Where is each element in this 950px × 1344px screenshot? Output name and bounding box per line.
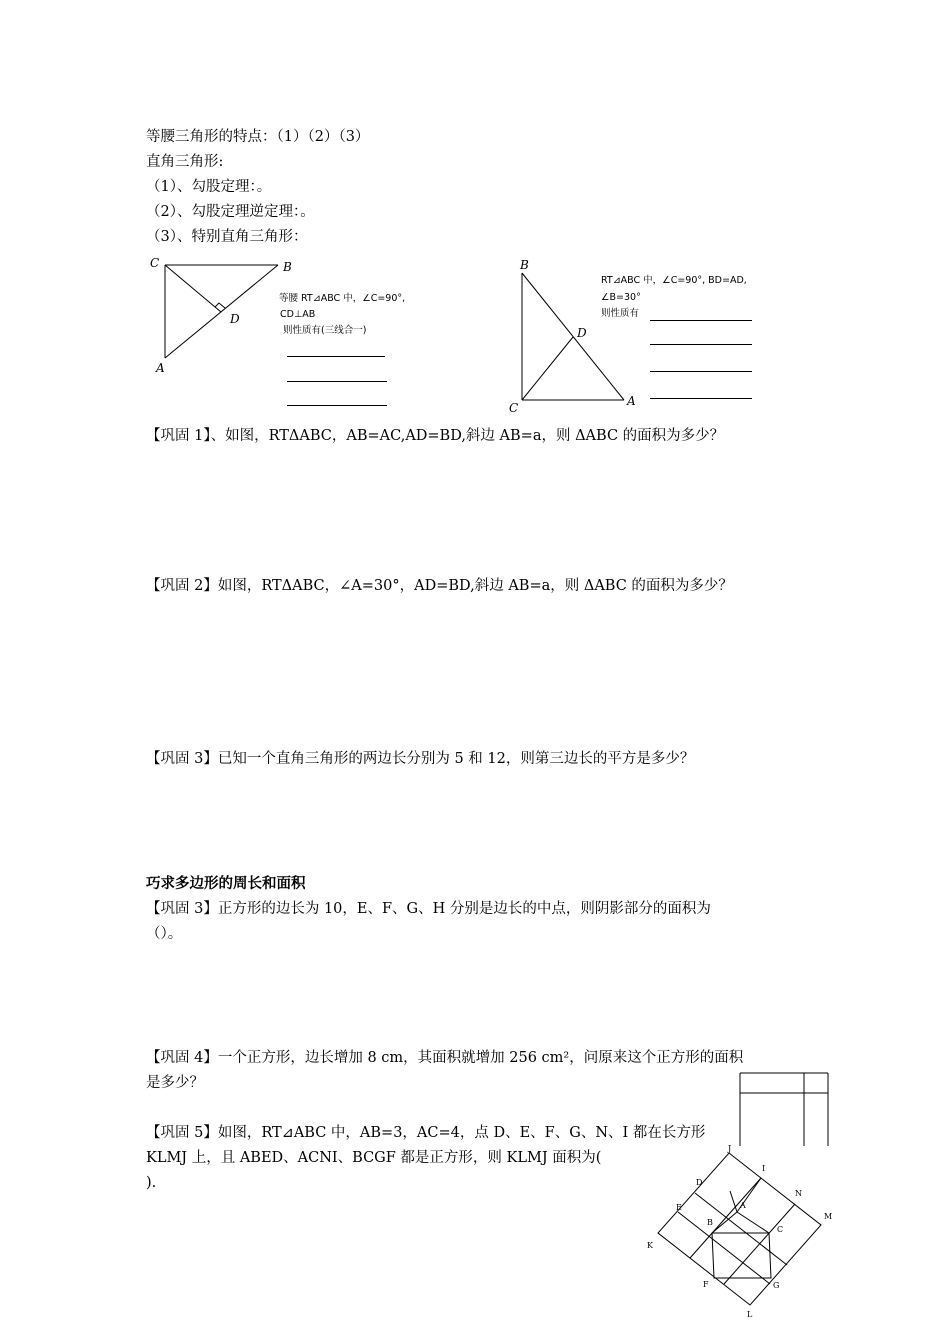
label-a: A [156, 361, 165, 375]
label-m: M [824, 1212, 833, 1221]
label-j: J [728, 1144, 732, 1153]
figure1-note-3: 则性质有(三线合一) [283, 325, 367, 336]
exercise-3: 【巩固 3】已知一个直角三角形的两边长分别为 5 和 12，则第三边长的平方是多少？ [146, 751, 695, 767]
exercise-4-line1: 【巩固 4】一个正方形，边长增加 8 cm，其面积就增加 256 cm²，问原来这个正方形的面积 [146, 1050, 744, 1066]
figure1-note-1: 等腰 RT⊿ABC 中，∠C=90°, [279, 293, 406, 304]
right-triangle-title: 直角三角形: [146, 154, 224, 170]
pythagorean-converse: （2）、勾股定理逆定理：。 [146, 204, 315, 220]
label-b: B [283, 260, 292, 274]
square-exercise-line2: （）。 [146, 926, 183, 942]
exercise-1: 【巩固 1】、如图，RTΔABC，AB=AC,AD=BD,斜边 AB=a，则 ΔABC 的面积为多少？ [146, 428, 725, 444]
label-b: B [520, 258, 529, 272]
right-angle-mark [215, 303, 225, 308]
square-bcgf [712, 1233, 771, 1278]
label-d: D [577, 326, 587, 340]
label-f: F [703, 1280, 709, 1289]
label-n: N [795, 1189, 802, 1198]
figure1-note-2: CD⊥AB [280, 309, 316, 320]
answer-blank [287, 356, 385, 357]
answer-blank [650, 344, 752, 345]
exercise-5-line3: ). [146, 1175, 157, 1191]
exercise-5-line1: 【巩固 5】如图，RT⊿ABC 中，AB=3，AC=4，点 D、E、F、G、N、I 都在长方形 [146, 1125, 706, 1141]
figure2-note-2: ∠B=30° [601, 292, 641, 303]
exercise-2: 【巩固 2】如图，RTΔABC，∠A=30°，AD=BD,斜边 AB=a，则 ΔABC 的面积为多少？ [146, 578, 733, 594]
isosceles-features: 等腰三角形的特点：（1）（2）（3） [146, 129, 370, 145]
label-b: B [707, 1218, 713, 1227]
label-e: E [676, 1203, 682, 1212]
square-exercise-line1: 【巩固 3】正方形的边长为 10，E、F、G、H 分别是边长的中点，则阴影部分的面积为 [146, 901, 711, 917]
figure2-note-3: 则性质有 [601, 308, 640, 319]
label-l: L [747, 1310, 753, 1319]
label-g: G [773, 1281, 780, 1290]
table-figure [737, 1068, 832, 1148]
label-a: A [740, 1201, 746, 1210]
answer-blank [287, 381, 387, 382]
section-title: 巧求多边形的周长和面积 [146, 875, 306, 892]
rectangle-klmj [658, 1153, 821, 1305]
label-i: I [762, 1164, 766, 1173]
label-k: K [647, 1241, 653, 1250]
figure-rectangle-klmj [640, 1140, 845, 1320]
exercise-5-line2: KLMJ 上，且 ABED、ACNI、BCGF 都是正方形，则 KLMJ 面积为( [146, 1150, 602, 1166]
label-d: D [696, 1178, 703, 1187]
answer-blank [650, 371, 752, 372]
label-c: C [150, 256, 160, 270]
label-d: D [230, 312, 240, 326]
segment-cd [165, 265, 221, 312]
pythagorean-theorem: （1）、勾股定理：。 [146, 179, 272, 195]
figure2-note-1: RT⊿ABC 中，∠C=90°, BD=AD, [601, 275, 747, 286]
exercise-4-line2: 是多少？ [146, 1075, 204, 1091]
label-c: C [509, 401, 519, 415]
figure-isosceles-right-triangle [140, 250, 300, 380]
segment-cd [522, 337, 573, 400]
label-c: C [777, 1225, 784, 1234]
answer-blank [650, 320, 752, 321]
answer-blank [287, 405, 387, 406]
special-right-triangle: （3）、特别直角三角形： [146, 229, 308, 245]
label-a: A [627, 394, 636, 408]
answer-blank [650, 398, 752, 399]
